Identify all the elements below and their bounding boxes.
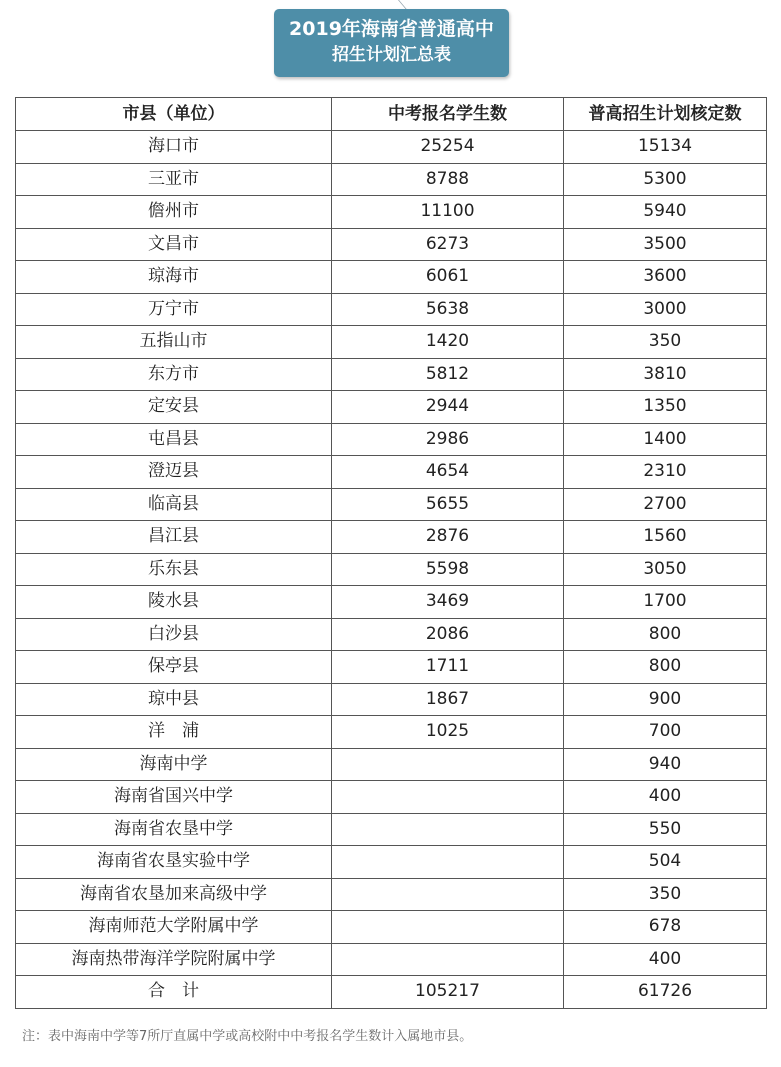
- enrollment-plan-cell: 940: [564, 748, 767, 781]
- table-row: [16, 943, 767, 976]
- exam-applicants-cell: [332, 943, 564, 976]
- table-row: [16, 813, 767, 846]
- table-row: [16, 748, 767, 781]
- region-cell: 文昌市: [16, 228, 332, 261]
- exam-applicants-cell: [332, 781, 564, 814]
- title-line-2: 招生计划汇总表: [332, 45, 451, 65]
- region-cell: 洋 浦: [16, 716, 332, 749]
- enrollment-plan-cell: 1350: [564, 391, 767, 424]
- region-cell: 海南省农垦加来高级中学: [16, 878, 332, 911]
- table-row: [16, 163, 767, 196]
- enrollment-plan-cell: 3810: [564, 358, 767, 391]
- table-row: [16, 716, 767, 749]
- region-cell: 海南中学: [16, 748, 332, 781]
- exam-applicants-cell: [332, 911, 564, 944]
- exam-applicants-cell: 5638: [332, 293, 564, 326]
- exam-applicants-cell: 2944: [332, 391, 564, 424]
- enrollment-plan-cell: 5940: [564, 196, 767, 229]
- exam-applicants-cell: 2086: [332, 618, 564, 651]
- region-cell: 白沙县: [16, 618, 332, 651]
- table-row: [16, 456, 767, 489]
- enrollment-plan-cell: 800: [564, 618, 767, 651]
- exam-applicants-cell: 3469: [332, 586, 564, 619]
- region-cell: 东方市: [16, 358, 332, 391]
- table-row: [16, 228, 767, 261]
- region-cell: 陵水县: [16, 586, 332, 619]
- enrollment-plan-cell: 1700: [564, 586, 767, 619]
- table-row: [16, 326, 767, 359]
- table-row: [16, 683, 767, 716]
- table-header-row: [16, 98, 767, 131]
- region-cell: 澄迈县: [16, 456, 332, 489]
- exam-applicants-cell: [332, 846, 564, 879]
- total-enrollment-plan: 61726: [564, 976, 767, 1009]
- exam-applicants-cell: 2986: [332, 423, 564, 456]
- enrollment-plan-cell: 3600: [564, 261, 767, 294]
- region-cell: 临高县: [16, 488, 332, 521]
- region-cell: 三亚市: [16, 163, 332, 196]
- exam-applicants-cell: 8788: [332, 163, 564, 196]
- exam-applicants-cell: [332, 748, 564, 781]
- region-cell: 儋州市: [16, 196, 332, 229]
- region-cell: 乐东县: [16, 553, 332, 586]
- table-body: [16, 131, 767, 976]
- table-row: [16, 196, 767, 229]
- total-label: 合 计: [16, 976, 332, 1009]
- region-cell: 海南省农垦实验中学: [16, 846, 332, 879]
- exam-applicants-cell: 1867: [332, 683, 564, 716]
- exam-applicants-cell: 5655: [332, 488, 564, 521]
- table-row: [16, 521, 767, 554]
- region-cell: 五指山市: [16, 326, 332, 359]
- table-row: [16, 586, 767, 619]
- enrollment-plan-cell: 400: [564, 943, 767, 976]
- table-row: [16, 553, 767, 586]
- table-row: [16, 131, 767, 164]
- region-cell: 海口市: [16, 131, 332, 164]
- table-row: [16, 261, 767, 294]
- region-cell: 海南师范大学附属中学: [16, 911, 332, 944]
- header-exam-applicants: 中考报名学生数: [332, 98, 564, 131]
- table-total-row: [16, 976, 767, 1009]
- enrollment-plan-cell: 3500: [564, 228, 767, 261]
- enrollment-plan-table: [15, 97, 767, 1009]
- enrollment-plan-cell: 1560: [564, 521, 767, 554]
- enrollment-plan-cell: 678: [564, 911, 767, 944]
- enrollment-plan-cell: 350: [564, 326, 767, 359]
- exam-applicants-cell: 6273: [332, 228, 564, 261]
- exam-applicants-cell: 5812: [332, 358, 564, 391]
- enrollment-plan-cell: 3050: [564, 553, 767, 586]
- enrollment-plan-cell: 700: [564, 716, 767, 749]
- enrollment-plan-cell: 5300: [564, 163, 767, 196]
- region-cell: 琼海市: [16, 261, 332, 294]
- exam-applicants-cell: 1420: [332, 326, 564, 359]
- enrollment-plan-cell: 800: [564, 651, 767, 684]
- table-row: [16, 651, 767, 684]
- enrollment-plan-cell: 15134: [564, 131, 767, 164]
- enrollment-plan-cell: 2700: [564, 488, 767, 521]
- region-cell: 定安县: [16, 391, 332, 424]
- enrollment-plan-cell: 550: [564, 813, 767, 846]
- exam-applicants-cell: 25254: [332, 131, 564, 164]
- table-row: [16, 846, 767, 879]
- table-row: [16, 391, 767, 424]
- total-exam-applicants: 105217: [332, 976, 564, 1009]
- header-region: 市县（单位）: [16, 98, 332, 131]
- enrollment-plan-cell: 900: [564, 683, 767, 716]
- header-enrollment-plan: 普高招生计划核定数: [564, 98, 767, 131]
- exam-applicants-cell: 4654: [332, 456, 564, 489]
- region-cell: 昌江县: [16, 521, 332, 554]
- enrollment-plan-cell: 504: [564, 846, 767, 879]
- table-row: [16, 423, 767, 456]
- table-row: [16, 618, 767, 651]
- region-cell: 屯昌县: [16, 423, 332, 456]
- enrollment-plan-cell: 350: [564, 878, 767, 911]
- table-row: [16, 358, 767, 391]
- table-row: [16, 878, 767, 911]
- exam-applicants-cell: [332, 813, 564, 846]
- exam-applicants-cell: 1711: [332, 651, 564, 684]
- table-title-banner: [274, 9, 509, 77]
- exam-applicants-cell: 5598: [332, 553, 564, 586]
- table-row: [16, 781, 767, 814]
- region-cell: 海南省农垦中学: [16, 813, 332, 846]
- region-cell: 琼中县: [16, 683, 332, 716]
- table-row: [16, 293, 767, 326]
- exam-applicants-cell: 6061: [332, 261, 564, 294]
- region-cell: 海南省国兴中学: [16, 781, 332, 814]
- footnote: 注：表中海南中学等7所厅直属中学或高校附中中考报名学生数计入属地市县。: [22, 1029, 473, 1044]
- exam-applicants-cell: 1025: [332, 716, 564, 749]
- enrollment-plan-cell: 1400: [564, 423, 767, 456]
- region-cell: 海南热带海洋学院附属中学: [16, 943, 332, 976]
- table-row: [16, 488, 767, 521]
- exam-applicants-cell: [332, 878, 564, 911]
- enrollment-plan-cell: 2310: [564, 456, 767, 489]
- exam-applicants-cell: 2876: [332, 521, 564, 554]
- region-cell: 万宁市: [16, 293, 332, 326]
- region-cell: 保亭县: [16, 651, 332, 684]
- enrollment-plan-cell: 400: [564, 781, 767, 814]
- enrollment-plan-cell: 3000: [564, 293, 767, 326]
- exam-applicants-cell: 11100: [332, 196, 564, 229]
- title-line-1: 2019年海南省普通高中: [289, 18, 494, 40]
- table-row: [16, 911, 767, 944]
